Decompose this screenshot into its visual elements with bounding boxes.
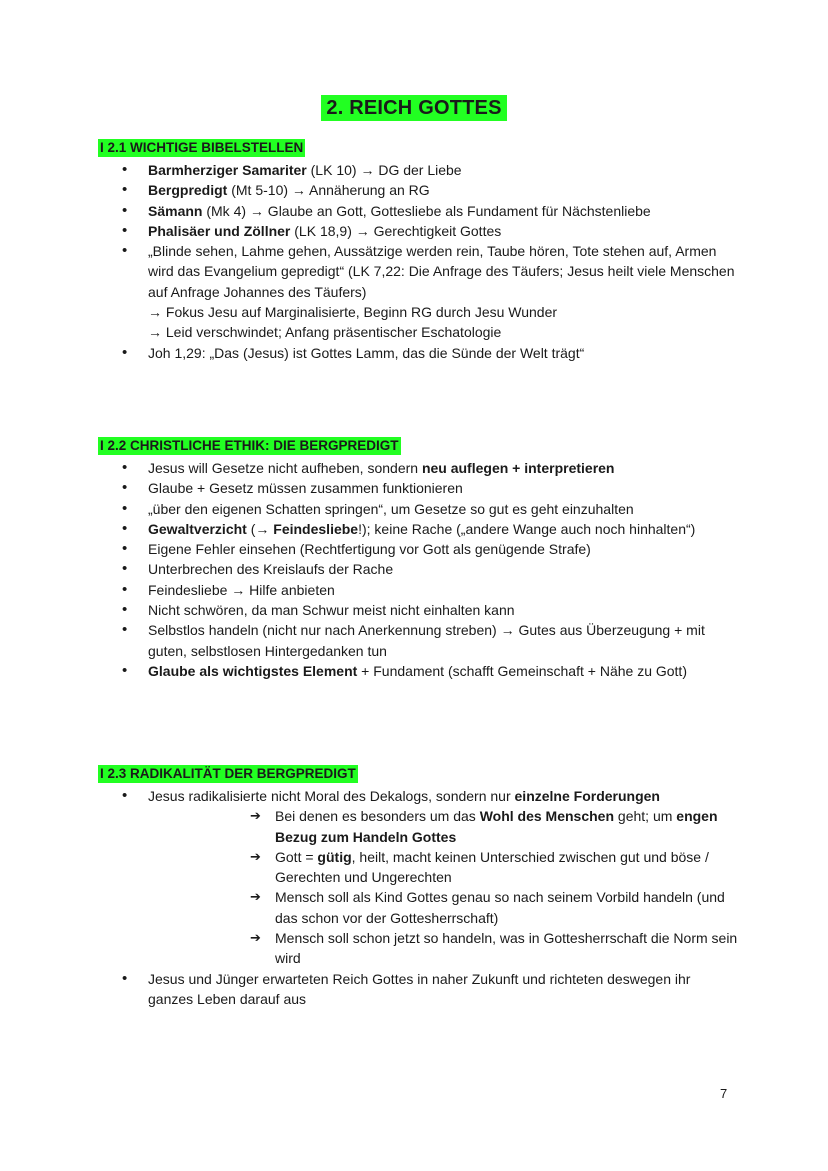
list-item: • Jesus will Gesetze nicht aufheben, sondern neu auflegen + interpretieren bbox=[98, 458, 738, 478]
section-heading: I 2.2 CHRISTLICHE ETHIK: DIE BERGPREDIGT bbox=[100, 438, 399, 453]
list-item: • Jesus und Jünger erwarteten Reich Gottes in naher Zukunft und richteten deswegen ihr ganzes Leben darauf aus bbox=[98, 969, 738, 1010]
list-item: • Barmherziger Samariter (LK 10) → DG der Liebe bbox=[98, 160, 738, 180]
section-christliche-ethik bbox=[98, 437, 738, 681]
list-item: • Selbstlos handeln (nicht nur nach Anerkennung streben) → Gutes aus Überzeugung + mit guten, selbstlosen Hintergedanken tun bbox=[98, 620, 738, 661]
arrow-item: ➔ Mensch soll als Kind Gottes genau so nach seinem Vorbild handeln (und das schon vor der Gottesherrschaft) bbox=[250, 887, 738, 928]
page-title bbox=[0, 97, 828, 120]
sub-line: → Leid verschwindet; Anfang präsentischer Eschatologie bbox=[148, 324, 502, 341]
list-item: • Joh 1,29: „Das (Jesus) ist Gottes Lamm, das die Sünde der Welt trägt“ bbox=[98, 343, 738, 363]
arrow-item: ➔ Mensch soll schon jetzt so handeln, was in Gottesherrschaft die Norm sein wird bbox=[250, 928, 738, 969]
list-item: • „über den eigenen Schatten springen“, um Gesetze so gut es geht einzuhalten bbox=[98, 499, 738, 519]
bullet-list bbox=[98, 458, 738, 681]
list-item: • Glaube + Gesetz müssen zusammen funktionieren bbox=[98, 478, 738, 498]
sub-line: → Fokus Jesu auf Marginalisierte, Beginn RG durch Jesu Wunder bbox=[148, 304, 558, 321]
list-item: • Nicht schwören, da man Schwur meist nicht einhalten kann bbox=[98, 600, 738, 620]
arrow-item: ➔ Gott = gütig, heilt, macht keinen Unterschied zwischen gut und böse / Gerechten und Ungerechten bbox=[250, 847, 738, 888]
section-heading: I 2.1 WICHTIGE BIBELSTELLEN bbox=[100, 140, 304, 155]
section-radikalitaet bbox=[98, 765, 738, 1009]
arrow-item: ➔ Bei denen es besonders um das Wohl des Menschen geht; um engen Bezug zum Handeln Gottes bbox=[250, 806, 738, 847]
list-item: • Jesus radikalisierte nicht Moral des Dekalogs, sondern nur einzelne Forderungen bbox=[98, 786, 738, 806]
arrow-list bbox=[98, 806, 738, 968]
list-item: • Feindesliebe → Hilfe anbieten bbox=[98, 580, 738, 600]
page-number: 7 bbox=[720, 1086, 728, 1101]
section-bibelstellen bbox=[98, 139, 738, 363]
list-item: • Bergpredigt (Mt 5-10) → Annäherung an RG bbox=[98, 180, 738, 200]
list-item: • Phalisäer und Zöllner (LK 18,9) → Gerechtigkeit Gottes bbox=[98, 221, 738, 241]
list-item: • Glaube als wichtigstes Element + Fundament (schafft Gemeinschaft + Nähe zu Gott) bbox=[98, 661, 738, 681]
list-item: • Unterbrechen des Kreislaufs der Rache bbox=[98, 559, 738, 579]
bullet-list bbox=[98, 969, 738, 1010]
list-item: • Sämann (Mk 4) → Glaube an Gott, Gottesliebe als Fundament für Nächstenliebe bbox=[98, 201, 738, 221]
section-heading: I 2.3 RADIKALITÄT DER BERGPREDIGT bbox=[100, 766, 356, 781]
list-item: • „Blinde sehen, Lahme gehen, Aussätzige werden rein, Taube hören, Tote stehen auf, Armen wird das Evangelium gepredigt“ (LK 7,22: Die Anfrage des Täufers; Jesus heilt viele Menschen auf Anfrage Johannes des Täufers) → Fokus Jesu auf Marginalisierte, Beginn RG durch Jesu Wunder → Leid verschwindet; Anfang präsentischer Eschatologie bbox=[98, 241, 738, 342]
list-item: • Eigene Fehler einsehen (Rechtfertigung vor Gott als genügende Strafe) bbox=[98, 539, 738, 559]
list-item: • Gewaltverzicht (→ Feindesliebe!); keine Rache („andere Wange auch noch hinhalten“) bbox=[98, 519, 738, 539]
bullet-list bbox=[98, 160, 738, 363]
page-title-text: 2. REICH GOTTES bbox=[321, 95, 506, 121]
bullet-list bbox=[98, 786, 738, 806]
